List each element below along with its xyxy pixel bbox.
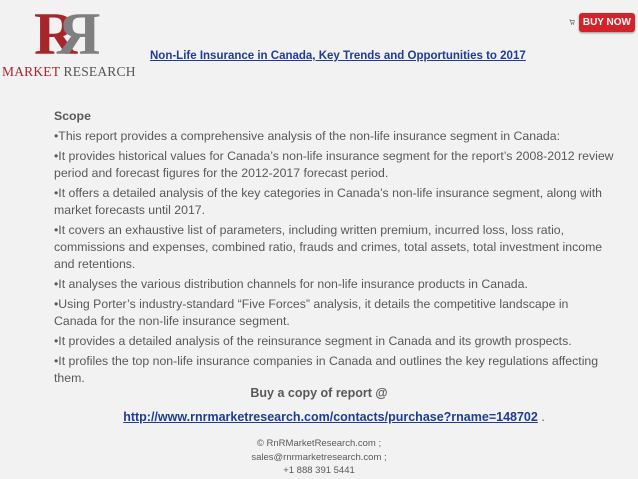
purchase-link[interactable]: http://www.rnrmarketresearch.com/contacts/purchase?rname=148702 xyxy=(123,410,538,424)
logo-letter-r-mirrored: R xyxy=(67,1,101,67)
scope-bullet: •It provides a detailed analysis of the reinsurance segment in Canada and its growth prospects. xyxy=(54,334,572,348)
rnr-logo-icon xyxy=(34,1,101,67)
logo-word-market: MARKET xyxy=(2,64,60,79)
scope-heading: Scope xyxy=(54,109,91,123)
logo-wordmark xyxy=(2,64,136,80)
logo-word-research: RESEARCH xyxy=(63,64,136,79)
scope-bullet: •This report provides a comprehensive analysis of the non-life insurance segment in Canada: xyxy=(54,129,561,143)
buy-now-label: BUY NOW xyxy=(579,13,635,32)
buy-link-suffix: . xyxy=(537,410,545,424)
buy-link-row xyxy=(0,410,638,424)
footer-email: sales@rnrmarketresearch.com ; xyxy=(251,451,387,463)
footer-copyright: © RnRMarketResearch.com ; xyxy=(256,438,382,449)
footer-phone: +1 888 391 5441 xyxy=(283,465,355,476)
shopping-cart-icon xyxy=(569,10,575,34)
report-title-link[interactable]: Non-Life Insurance in Canada, Key Trends and Opportunities to 2017 xyxy=(150,50,526,62)
scope-bullet: •It offers a detailed analysis of the key categories in Canada’s non-life insurance segment, along with market forecasts until 2017. xyxy=(54,186,602,217)
company-logo xyxy=(0,2,150,82)
buy-copy-heading: Buy a copy of report @ xyxy=(250,386,388,400)
scope-bullet: •Using Porter’s industry-standard “Five Forces” analysis, it details the competitive landscape in Canada for the non-life insurance segment. xyxy=(54,297,569,328)
scope-bullet: •It provides historical values for Canada’s non-life insurance segment for the report’s 2008-2012 review period and forecast figures for the 2012-2017 forecast period. xyxy=(54,149,614,180)
scope-bullet: •It profiles the top non-life insurance companies in Canada and outlines the key regulations affecting them. xyxy=(54,354,599,385)
buy-now-button[interactable] xyxy=(569,5,635,39)
logo-letter-r: R xyxy=(34,1,68,67)
report-scope xyxy=(54,108,614,390)
scope-bullet: •It covers an exhaustive list of parameters, including written premium, incurred loss, loss ratio, commissions and expenses, combined ratio, frauds and crimes, total assets, total investment income and retentions. xyxy=(54,223,603,271)
scope-bullet: •It analyses the various distribution channels for non-life insurance products in Canada. xyxy=(54,277,528,291)
contact-footer xyxy=(0,437,638,478)
